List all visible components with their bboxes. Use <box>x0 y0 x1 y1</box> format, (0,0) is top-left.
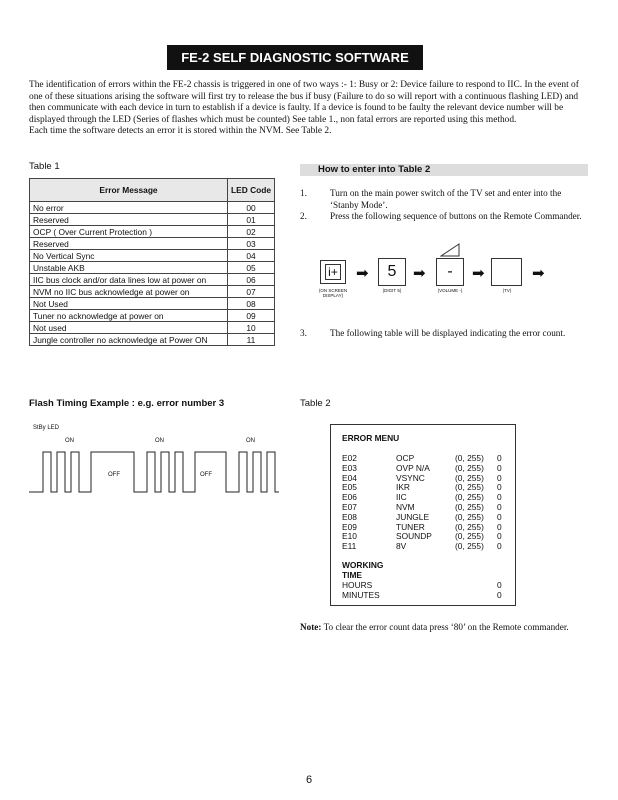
error-code: E08 <box>342 511 357 522</box>
intro-paragraph-2: Each time the software detects an error it is stored within the NVM. See Table 2. <box>29 126 332 137</box>
error-menu-row <box>342 463 512 473</box>
error-menu-row <box>342 482 512 492</box>
working-label <box>342 560 512 570</box>
minutes-row <box>342 590 512 600</box>
minutes-label: MINUTES <box>342 590 380 600</box>
table-header-row <box>30 179 275 202</box>
error-code: E02 <box>342 453 357 463</box>
table-row <box>30 310 275 322</box>
table-row <box>30 226 275 238</box>
table-row <box>30 250 275 262</box>
error-code: E09 <box>342 521 357 532</box>
arrow-icon: ➡ <box>472 264 485 282</box>
on-label: ON <box>65 438 74 444</box>
time-label <box>342 570 512 580</box>
led-code-cell: 00 <box>228 202 275 214</box>
note-text: To clear the error count data press ‘80’ on the Remote commander. <box>323 622 569 632</box>
led-code-cell: 01 <box>228 214 275 226</box>
error-range: (0, 255) <box>455 453 484 463</box>
tv-key <box>491 258 522 286</box>
error-range: (0, 255) <box>455 462 484 473</box>
error-message-cell: Reserved <box>30 214 228 226</box>
error-code: E03 <box>342 462 357 473</box>
led-code-cell: 10 <box>228 322 275 334</box>
time-text: TIME <box>342 570 363 580</box>
table-row <box>30 238 275 250</box>
table-row <box>30 298 275 310</box>
table1-body <box>30 202 275 346</box>
error-value: 0 <box>497 521 502 532</box>
error-name: JUNGLE <box>396 511 430 522</box>
error-menu-title <box>342 433 512 443</box>
led-label: StBy LED <box>33 425 60 431</box>
header-led-code: LED Code <box>228 179 275 202</box>
error-code-table <box>29 178 275 346</box>
error-name: VSYNC <box>396 472 425 483</box>
hours-label: HOURS <box>342 580 373 590</box>
clear-count-note <box>300 622 590 634</box>
table-row <box>30 262 275 274</box>
error-name: TUNER <box>396 521 425 532</box>
digit-5-caption: (DIGIT 5) <box>382 288 402 293</box>
error-value: 0 <box>497 453 502 463</box>
intro-text <box>29 80 594 138</box>
arrow-icon: ➡ <box>356 264 369 282</box>
error-range: (0, 255) <box>455 502 484 512</box>
table-row <box>30 286 275 298</box>
arrow-icon: ➡ <box>413 264 426 282</box>
error-value: 0 <box>497 531 502 542</box>
error-value: 0 <box>497 492 502 503</box>
on-label: ON <box>246 438 255 444</box>
step-number: 3. <box>300 328 307 338</box>
working-text: WORKING <box>342 560 384 570</box>
error-menu-title-text: ERROR MENU <box>342 433 400 443</box>
led-code-cell: 04 <box>228 250 275 262</box>
volume-down-icon <box>440 243 460 257</box>
step-text: The following table will be displayed indicating the error count. <box>330 328 566 338</box>
error-menu-row <box>342 502 512 512</box>
error-menu-row <box>342 453 512 463</box>
error-name: SOUNDP <box>396 531 432 542</box>
error-name: IKR <box>396 482 410 493</box>
table-row <box>30 322 275 334</box>
on-label: ON <box>155 438 164 444</box>
error-message-cell: Jungle controller no acknowledge at Power ON <box>30 334 228 346</box>
error-menu-row <box>342 492 512 502</box>
led-code-cell: 07 <box>228 286 275 298</box>
howto-heading: How to enter into Table 2 <box>300 164 588 176</box>
minutes-value: 0 <box>497 590 502 600</box>
intro-paragraph-1: The identification of errors within the FE-2 chassis is triggered in one of two ways :- 1: Busy or 2: Device failure to respond to IIC. In the event of one of these situations arising the software will first try to release the bus if busy (Failure to do so will report with a continuous flashing LED) and then communicate with each device in turn to establish if a device is faulty. If a device is found to be faulty the relevant device number will be displayed through the LED (Series of flashes which must be counted) See table 1., non fatal errors are reported using this method. <box>29 80 579 125</box>
volume-minus-key: - <box>436 258 464 286</box>
error-menu-row <box>342 512 512 522</box>
off-label: OFF <box>108 472 120 478</box>
hours-value: 0 <box>497 580 502 590</box>
error-value: 0 <box>497 482 502 493</box>
table-row <box>30 202 275 214</box>
error-code: E07 <box>342 502 357 512</box>
error-message-cell: Not Used <box>30 298 228 310</box>
error-value: 0 <box>497 472 502 483</box>
page-number: 6 <box>305 774 313 786</box>
led-code-cell: 06 <box>228 274 275 286</box>
error-value: 0 <box>497 511 502 522</box>
error-value: 0 <box>497 462 502 473</box>
error-menu-row <box>342 473 512 483</box>
osd-key <box>320 260 346 284</box>
error-name: OCP <box>396 453 415 463</box>
volume-minus-caption: (VOLUME -) <box>437 288 463 293</box>
error-range: (0, 255) <box>455 492 484 503</box>
error-name: IIC <box>396 492 407 503</box>
note-label: Note: <box>300 622 322 632</box>
error-code: E04 <box>342 472 357 483</box>
led-flash-waveform <box>29 448 279 496</box>
error-message-cell: OCP ( Over Current Protection ) <box>30 226 228 238</box>
error-message-cell: IIC bus clock and/or data lines low at power on <box>30 274 228 286</box>
step-text: Press the following sequence of buttons on the Remote Commander. <box>330 211 582 221</box>
error-range: (0, 255) <box>455 521 484 532</box>
flash-timing-title: Flash Timing Example : e.g. error number 3 <box>29 398 225 409</box>
error-value: 0 <box>497 502 502 512</box>
led-code-cell: 11 <box>228 334 275 346</box>
osd-key-symbol: i+ <box>325 264 341 280</box>
error-menu-row <box>342 522 512 532</box>
error-name: NVM <box>396 502 415 512</box>
table-row <box>30 334 275 346</box>
table-row <box>30 274 275 286</box>
error-message-cell: Not used <box>30 322 228 334</box>
led-code-cell: 02 <box>228 226 275 238</box>
error-menu-box <box>330 424 516 606</box>
error-message-cell: No error <box>30 202 228 214</box>
error-range: (0, 255) <box>455 511 484 522</box>
error-menu-row <box>342 541 512 551</box>
off-label: OFF <box>200 472 212 478</box>
table-row <box>30 214 275 226</box>
step-number: 1. <box>300 188 307 198</box>
error-code: E06 <box>342 492 357 503</box>
error-name: OVP N/A <box>396 462 430 473</box>
step-number: 2. <box>300 211 307 221</box>
error-code: E05 <box>342 482 357 493</box>
error-message-cell: Reserved <box>30 238 228 250</box>
digit-5-key: 5 <box>378 258 406 286</box>
led-code-cell: 08 <box>228 298 275 310</box>
error-range: (0, 255) <box>455 531 484 542</box>
error-name: 8V <box>396 541 407 552</box>
led-code-cell: 09 <box>228 310 275 322</box>
step-text: Turn on the main power switch of the TV set and enter into the ‘Stanby Mode’. <box>330 188 562 210</box>
error-value: 0 <box>497 541 502 552</box>
error-code: E11 <box>342 541 357 552</box>
error-range: (0, 255) <box>455 472 484 483</box>
error-message-cell: No Vertical Sync <box>30 250 228 262</box>
osd-key-caption: (ON SCREEN DISPLAY) <box>318 288 348 298</box>
header-error-message: Error Message <box>30 179 228 202</box>
error-menu-row <box>342 531 512 541</box>
page-title: FE-2 SELF DIAGNOSTIC SOFTWARE <box>167 45 423 70</box>
error-message-cell: Tuner no acknowledge at power on <box>30 310 228 322</box>
table2-caption: Table 2 <box>300 398 331 409</box>
tv-key-caption: (TV) <box>502 288 512 293</box>
error-range: (0, 255) <box>455 482 484 493</box>
hours-row <box>342 580 512 590</box>
arrow-icon: ➡ <box>532 264 545 282</box>
error-message-cell: Unstable AKB <box>30 262 228 274</box>
error-message-cell: NVM no IIC bus acknowledge at power on <box>30 286 228 298</box>
led-code-cell: 03 <box>228 238 275 250</box>
error-range: (0, 255) <box>455 541 484 552</box>
error-code: E10 <box>342 531 357 542</box>
table1-caption: Table 1 <box>29 161 60 172</box>
led-code-cell: 05 <box>228 262 275 274</box>
